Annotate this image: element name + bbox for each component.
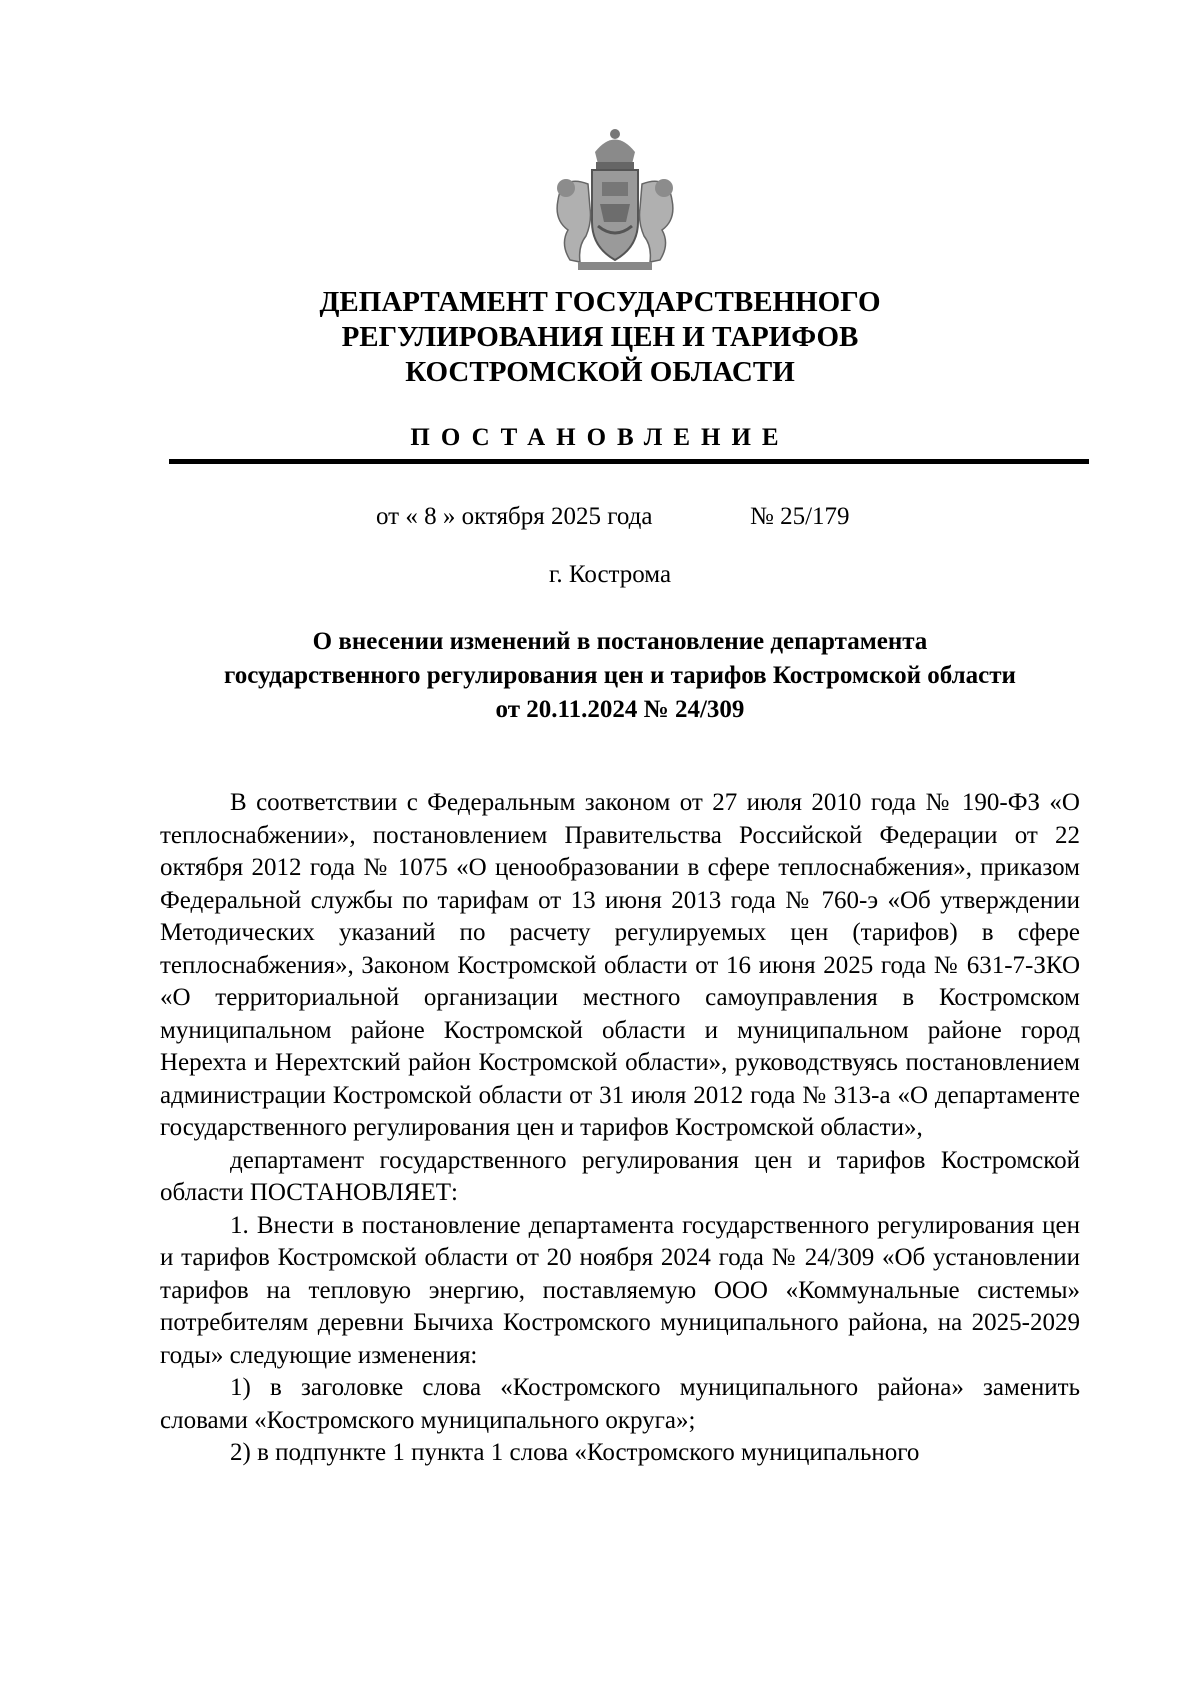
paragraph-subitem-1: 1) в заголовке слова «Костромского муниципального района» заменить словами «Костромского муниципального округа»;: [160, 1374, 1080, 1434]
department-line-2: РЕГУЛИРОВАНИЯ ЦЕН И ТАРИФОВ: [341, 321, 859, 353]
document-type-heading: ПОСТАНОВЛЕНИЕ: [410, 424, 790, 451]
coat-of-arms-icon: [540, 122, 690, 277]
department-line-3: КОСТРОМСКОЙ ОБЛАСТИ: [405, 356, 795, 388]
header-divider: [169, 459, 1089, 464]
document-number: № 25/179: [750, 503, 850, 530]
department-name: [0, 285, 1200, 390]
title-line-1: О внесении изменений в постановление департамента: [312, 628, 928, 655]
paragraph-subitem-2: 2) в подпункте 1 пункта 1 слова «Костромского муниципального: [230, 1439, 920, 1466]
document-city: г. Кострома: [548, 561, 672, 588]
document-title: [160, 625, 1080, 727]
title-line-3: от 20.11.2024 № 24/309: [495, 696, 745, 723]
paragraph-resolves: департамент государственного регулирования цен и тарифов Костромской области ПОСТАНОВЛЯЕТ:: [160, 1146, 1080, 1206]
title-line-2: государственного регулирования цен и тарифов Костромской области: [224, 662, 1016, 689]
document-body: [160, 787, 1080, 1470]
document-date: от « 8 » октября 2025 года: [376, 503, 653, 530]
paragraph-item-1: 1. Внести в постановление департамента государственного регулирования цен и тарифов Костромской области от 20 ноября 2024 года № 24/309 «Об установлении тарифов на тепловую энергию, поставляемую ООО «Коммунальные системы» потребителям деревни Бычиха Костромского муниципального района, на 2025-2029 годы» следующие изменения:: [160, 1211, 1080, 1369]
department-line-1: ДЕПАРТАМЕНТ ГОСУДАРСТВЕННОГО: [319, 286, 881, 318]
paragraph-preamble: В соответствии с Федеральным законом от 27 июля 2010 года № 190-ФЗ «О теплоснабжении», постановлением Правительства Российской Федерации от 22 октября 2012 года № 1075 «О ценообразовании в сфере теплоснабжения», приказом Федеральной службы по тарифам от 13 июня 2013 года № 760-э «Об утверждении Методических указаний по расчету регулируемых цен (тарифов) в сфере теплоснабжения», Законом Костромской области от 16 июня 2025 года № 631-7-ЗКО «О территориальной организации местного самоуправления в Костромском муниципальном районе Костромской области и муниципальном районе город Нерехта и Нерехтский район Костромской области», руководствуясь постановлением администрации Костромской области от 31 июля 2012 года № 313-а «О департаменте государственного регулирования цен и тарифов Костромской области»,: [160, 789, 1080, 1141]
